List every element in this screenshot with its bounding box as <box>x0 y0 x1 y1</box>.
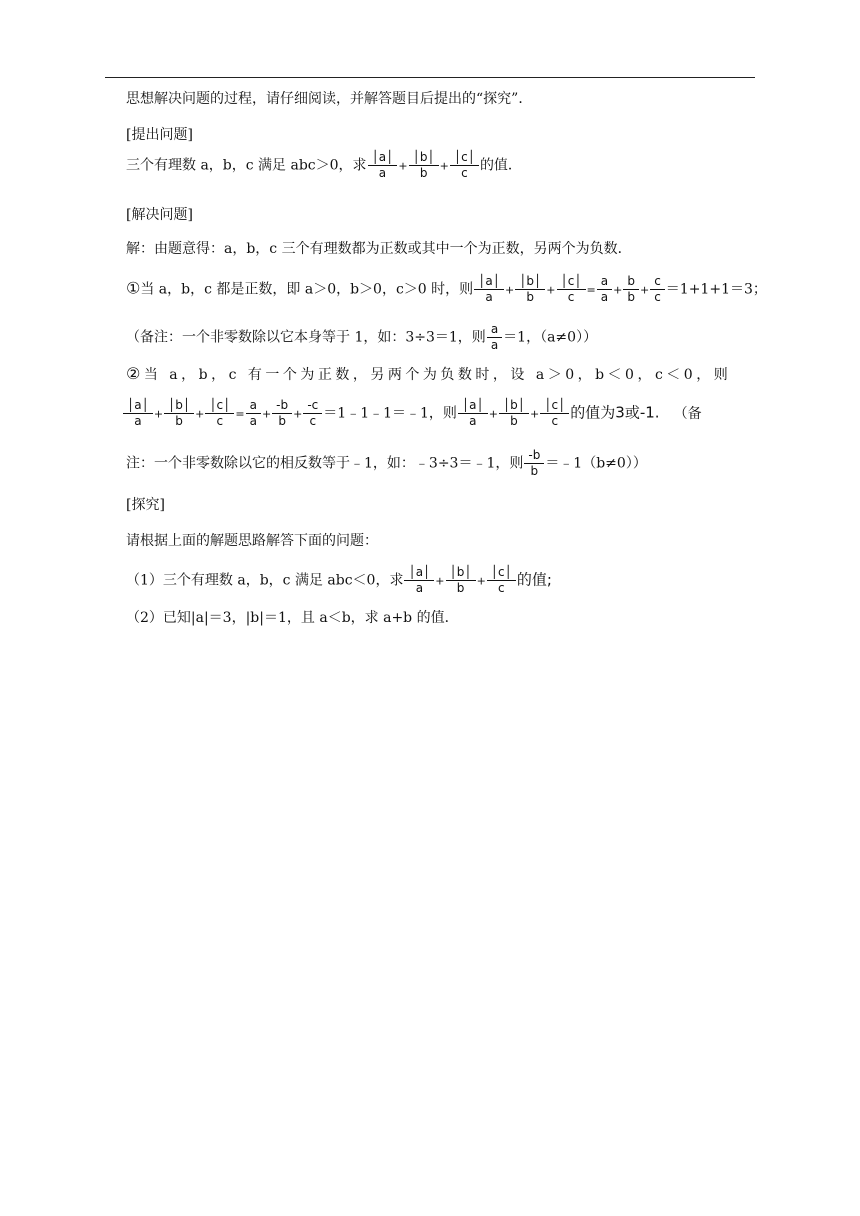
fraction: $\frac{│c│}{c}$ <box>487 565 516 596</box>
case-two-formula: $\frac{│a│}{a}$ + $\frac{│b│}{b}$ + $\frac{│c│}{c}$ = $\frac{a}{a}$ + $\frac{-b}{b}$ + $\frac{-c}{c}$ ＝1﹣1﹣1＝﹣1，则 $\frac{│a│}{a}$ + $\frac{│b│}{b}$ + $\frac{│c│}{c}$ 的值为3或-1. （备 <box>122 398 752 429</box>
section-heading-explore: [探究] <box>126 497 165 513</box>
question-one: （1）三个有理数 a，b，c 满足 abc＜0，求 $\frac{│a│}{a}$ + $\frac{│b│}{b}$ + $\frac{│c│}{c}$ 的值; <box>126 565 552 595</box>
fraction-abs-b: $\frac{│b│}{b}$ <box>409 150 439 181</box>
case-one-mark: ① <box>126 278 141 298</box>
fraction: $\frac{│a│}{a}$ <box>474 274 504 305</box>
fraction: $\frac{-b}{b}$ <box>272 398 292 429</box>
explore-intro: 请根据上面的解题思路解答下面的问题： <box>126 533 378 549</box>
fraction: $\frac{│c│}{c}$ <box>557 274 586 305</box>
fraction: $\frac{c}{c}$ <box>650 274 665 305</box>
case-two-mark: ② <box>126 364 144 383</box>
fraction: $\frac{a}{a}$ <box>487 322 502 353</box>
fraction-abs-c: $\frac{│c│}{c}$ <box>450 150 479 181</box>
case-one: ①当 a，b，c 都是正数，即 a＞0，b＞0，c＞0 时，则 $\frac{│a│}{a}$ + $\frac{│b│}{b}$ + $\frac{│c│}{c}$ = $\frac{a}{a}$ + $\frac{b}{b}$ + $\frac{c}{c}$ ＝1+1+1＝3； <box>126 274 767 304</box>
intro-text: 思想解决问题的过程，请仔细阅读，并解答题目后提出的“探究”． <box>126 91 533 107</box>
fraction: $\frac{│c│}{c}$ <box>540 398 569 429</box>
fraction: $\frac{-b}{b}$ <box>524 448 544 479</box>
fraction: $\frac{a}{a}$ <box>246 398 261 429</box>
note-one: （备注：一个非零数除以它本身等于 1，如：3÷3＝1，则 $\frac{a}{a}$ ＝1，（a≠0）） <box>126 322 598 352</box>
case-two: ②当 a，b，c 有一个为正数，另两个为负数时，设 a＞0，b＜0，c＜0，则 <box>126 364 732 383</box>
note-two: 注：一个非零数除以它的相反数等于﹣1，如：﹣3÷3＝﹣1，则 $\frac{-b}{b}$ ＝﹣1（b≠0）） <box>126 448 647 478</box>
section-heading-problem: [提出问题] <box>126 127 193 143</box>
fraction: $\frac{-c}{c}$ <box>303 398 322 429</box>
section-heading-solve: [解决问题] <box>126 207 193 223</box>
fraction: $\frac{│b│}{b}$ <box>499 398 529 429</box>
fraction: $\frac{│b│}{b}$ <box>446 565 476 596</box>
fraction-abs-a: $\frac{│a│}{a}$ <box>368 150 398 181</box>
problem-statement: 三个有理数 a，b，c 满足 abc＞0，求 $\frac{│a│}{a}$ + $\frac{│b│}{b}$ + $\frac{│c│}{c}$ 的值． <box>126 150 522 180</box>
fraction: $\frac{│b│}{b}$ <box>164 398 194 429</box>
fraction: $\frac{│a│}{a}$ <box>123 398 153 429</box>
fraction: $\frac{│a│}{a}$ <box>404 565 434 596</box>
solution-intro: 解：由题意得：a，b，c 三个有理数都为正数或其中一个为正数，另两个为负数． <box>126 241 632 257</box>
question-two: （2）已知|a|＝3，|b|＝1，且 a＜b，求 a+b 的值． <box>126 610 459 626</box>
problem-text: 三个有理数 a，b，c 满足 abc＞0，求 <box>126 157 367 174</box>
fraction: $\frac{│c│}{c}$ <box>205 398 234 429</box>
fraction: $\frac{│a│}{a}$ <box>458 398 488 429</box>
header-rule <box>105 77 755 78</box>
fraction: $\frac{│b│}{b}$ <box>515 274 545 305</box>
fraction: $\frac{b}{b}$ <box>623 274 639 305</box>
fraction: $\frac{a}{a}$ <box>597 274 612 305</box>
